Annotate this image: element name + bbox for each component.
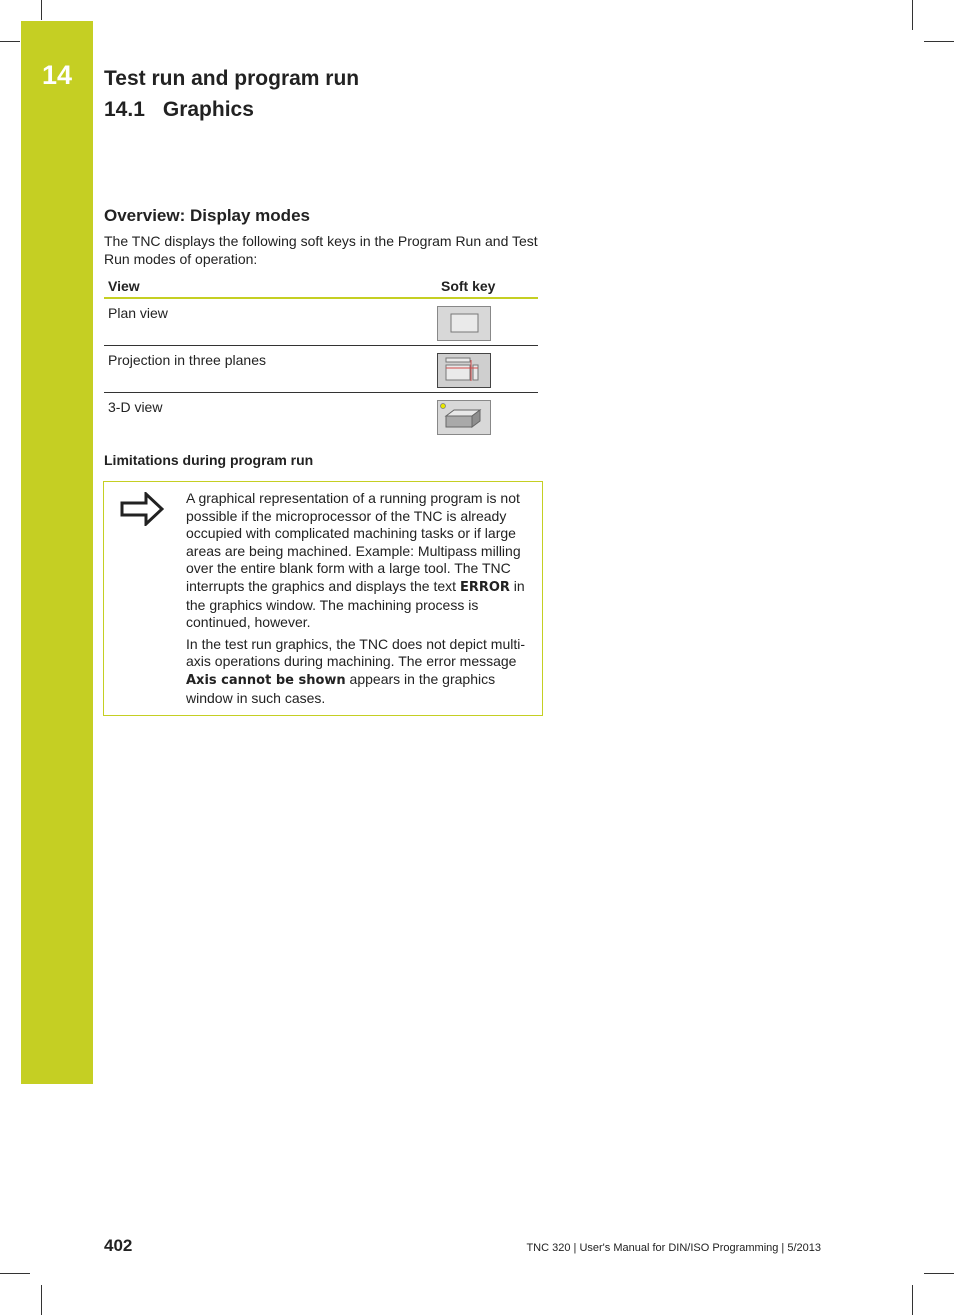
limitations-heading: Limitations during program run (104, 452, 314, 468)
crop-mark (924, 1273, 954, 1274)
col-softkey-header: Soft key (441, 277, 496, 294)
chapter-title: Test run and program run (104, 67, 360, 90)
chapter-sidebar (21, 21, 93, 1084)
note-text (186, 490, 536, 711)
axis-keyword: Axis cannot be shown (186, 672, 346, 688)
note-paragraph (186, 490, 536, 632)
overview-intro: The TNC displays the following soft keys in the Program Run and Test Run modes of operation: (104, 233, 538, 267)
note-text-part: A graphical representation of a running program is not possible if the microprocessor of the TNC is already occupied with complicated machining tasks or if large areas are being machined. Example: Multipass milling over the entire blank form with a large tool. The TNC interrupts the graphics and displays the text (186, 490, 521, 594)
crop-mark (41, 1285, 42, 1315)
col-view-header: View (108, 277, 140, 294)
note-paragraph (186, 636, 536, 707)
note-text-part: in the graphics window. The machining process is continued, however. (186, 577, 525, 631)
note-text-part: appears in the graphics window in such cases. (186, 670, 496, 706)
crop-mark (41, 0, 42, 20)
page-number: 402 (104, 1236, 133, 1255)
table-header (104, 274, 538, 299)
table-row (104, 299, 538, 346)
crop-mark (924, 41, 954, 42)
crop-mark (0, 1273, 30, 1274)
three-planes-icon (438, 354, 490, 387)
arrow-right-icon (120, 492, 164, 526)
footer-text: TNC 320 | User's Manual for DIN/ISO Programming | 5/2013 (526, 1242, 821, 1254)
note-text-part: In the test run graphics, the TNC does not depict multi-axis operations during machining. The error message (186, 635, 526, 670)
crop-mark (912, 1285, 913, 1315)
row-label: Projection in three planes (108, 352, 266, 368)
row-label: 3-D view (108, 399, 163, 415)
crop-mark (0, 41, 20, 42)
plan-view-softkey[interactable] (437, 306, 491, 341)
row-label: Plan view (108, 305, 168, 321)
chapter-number: 14 (41, 60, 73, 90)
3d-view-icon (438, 401, 490, 434)
table-row (104, 393, 538, 439)
section-title (104, 98, 254, 122)
overview-heading: Overview: Display modes (104, 206, 310, 225)
crop-mark (912, 0, 913, 30)
plan-view-icon (438, 307, 490, 340)
section-name: Graphics (162, 98, 254, 121)
3d-view-softkey[interactable] (437, 400, 491, 435)
three-planes-softkey[interactable] (437, 353, 491, 388)
table-row (104, 346, 538, 393)
note-box (103, 481, 543, 716)
display-modes-table (104, 274, 538, 439)
error-keyword: ERROR (459, 579, 510, 595)
section-number: 14.1 (104, 98, 145, 121)
